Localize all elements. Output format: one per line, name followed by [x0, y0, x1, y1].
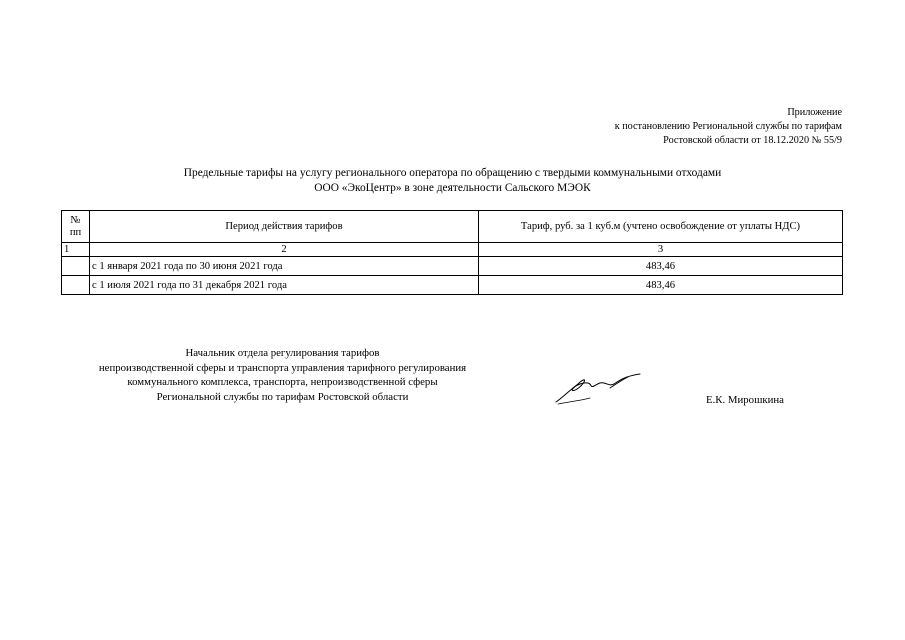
position-line-2: непроизводственной сферы и транспорта управления тарифного регулирования	[98, 361, 467, 374]
row-period-cell: с 1 июля 2021 года по 31 декабря 2021 года	[90, 276, 479, 295]
tariffs-table	[61, 210, 843, 295]
header-num-line-1: №	[70, 214, 81, 226]
position-line-4: Региональной службы по тарифам Ростовской области	[156, 390, 409, 403]
handwritten-signature	[548, 368, 648, 408]
document-title	[0, 166, 905, 196]
row-num-cell	[62, 276, 90, 295]
signatory-position	[55, 346, 510, 404]
position-line-3: коммунального комплекса, транспорта, непроизводственной сферы	[127, 376, 438, 388]
row-num-cell	[62, 257, 90, 276]
table-header-row	[62, 211, 843, 243]
signer-name: Е.К. Мирошкина	[706, 394, 784, 406]
row-period-cell: с 1 января 2021 года по 30 июня 2021 года	[90, 257, 479, 276]
header-num	[62, 211, 90, 243]
header-num-line-2: пп	[69, 226, 82, 238]
index-cell: 1	[62, 243, 90, 257]
table-index-row	[62, 243, 843, 257]
annex-line-2: к постановлению Региональной службы по тарифам	[614, 121, 842, 132]
table-row	[62, 276, 843, 295]
header-tariff: Тариф, руб. за 1 куб.м (учтено освобождение от уплаты НДС)	[479, 211, 843, 243]
position-line-1: Начальник отдела регулирования тарифов	[185, 347, 380, 359]
row-tariff-cell: 483,46	[479, 276, 843, 295]
annex-note	[615, 106, 842, 148]
index-cell: 2	[90, 243, 479, 257]
table-row	[62, 257, 843, 276]
annex-line-1: Приложение	[787, 107, 842, 118]
index-cell: 3	[479, 243, 843, 257]
title-line-2: ООО «ЭкоЦентр» в зоне деятельности Сальского МЭОК	[314, 182, 591, 194]
title-line-1: Предельные тарифы на услугу регионального оператора по обращению с твердыми коммунальными отходами	[183, 167, 722, 179]
annex-line-3: Ростовской области от 18.12.2020 № 55/9	[663, 135, 842, 146]
header-period: Период действия тарифов	[90, 211, 479, 243]
row-tariff-cell: 483,46	[479, 257, 843, 276]
